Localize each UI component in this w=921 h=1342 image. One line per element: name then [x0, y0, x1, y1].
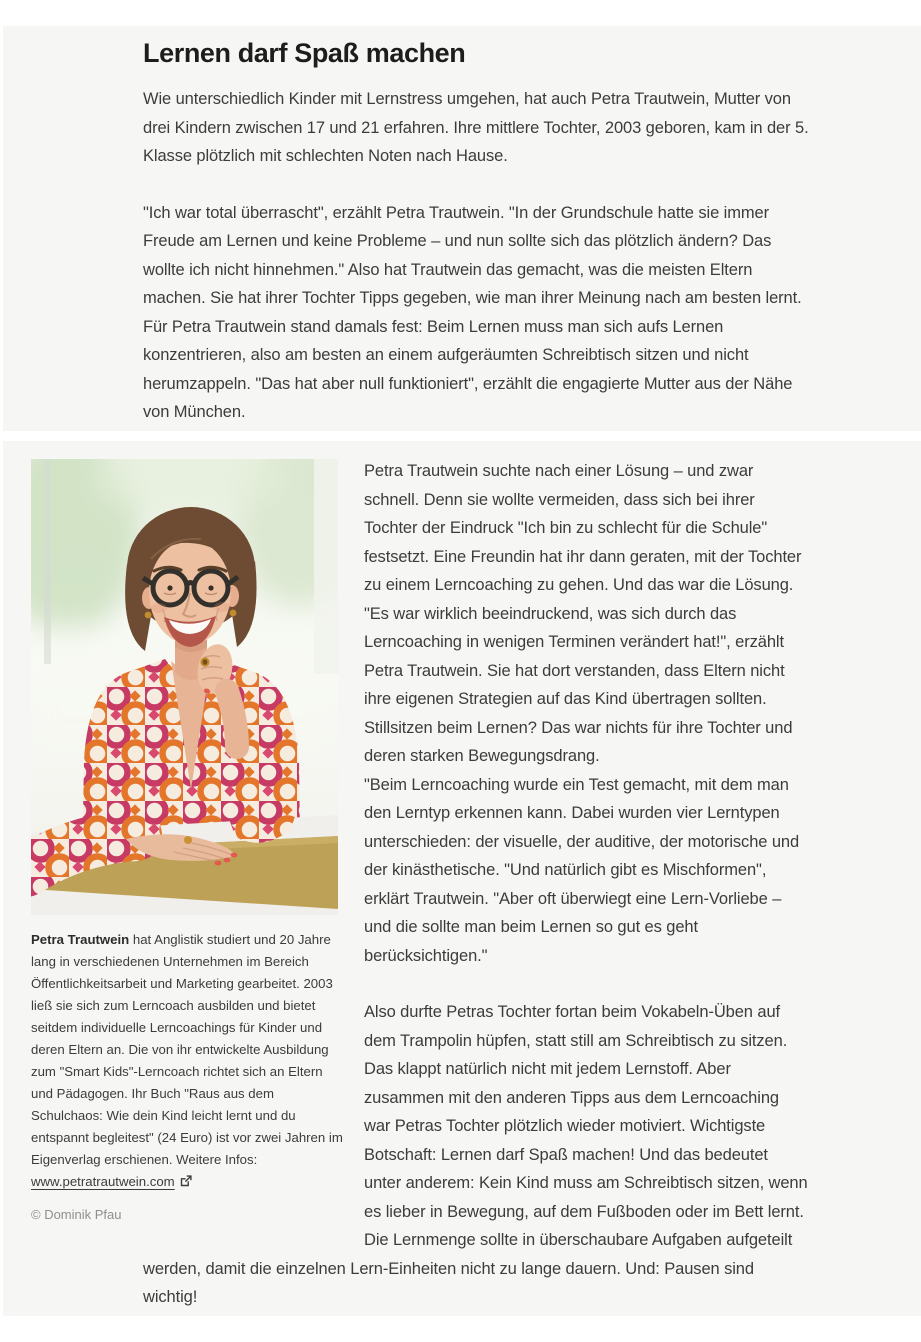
intro-paragraph: Wie unterschiedlich Kinder mit Lernstress umgehen, hat auch Petra Trautwein, Mutter von drei Kindern zwischen 17 und 21 erfahren. Ihre mittlere Tochter, 2003 geboren, kam in der 5. Klasse plötzlich mit schlechten Noten nach Hause. [143, 90, 809, 165]
intro-section [3, 26, 921, 431]
body-paragraph: Also durfte Petras Tochter fortan beim Vokabeln-Üben auf dem Trampolin hüpfen, statt still am Schreibtisch zu sitzen. Das klappt natürlich nicht mit jedem Lernstoff. Aber zusammen mit den anderen Tipps aus dem Lerncoaching war Petras Tochter plötzlich wieder motiviert. Wichtigste Botschaft: Lernen darf Spaß machen! Und das bedeutet unter anderem: Kein Kind muss am Schreibtisch sitzen, wenn es lieber in Bewegung, auf dem Fußboden oder im Bett lernt. Die Lernmenge sollte in überschaubare Aufgaben aufgeteilt werden, damit die einzelnen Lern-Einheiten nicht zu lange dauern. Und: Pausen sind wichtig! [143, 1003, 808, 1306]
caption-person-name: Petra Trautwein [31, 932, 130, 947]
profile-figure [31, 459, 343, 1222]
intro-paragraph: "Ich war total überrascht", erzählt Petra Trautwein. "In der Grundschule hatte sie immer Freude am Lernen und keine Probleme – und nun sollte sich das plötzlich ändern? Das wollte ich nicht hinnehmen." Also hat Trautwein das gemacht, was die meisten Eltern machen. Sie hat ihrer Tochter Tipps gegeben, wie man ihrer Meinung nach am besten lernt. Für Petra Trautwein stand damals fest: Beim Lernen muss man sich aufs Lernen konzentrieren, also am besten an einem aufgeräumten Schreibtisch sitzen und nicht herumzappeln. "Das hat aber null funktioniert", erzählt die engagierte Mutter aus der Nähe von München. [143, 203, 802, 421]
body-paragraph-part: Petra Trautwein suchte nach einer Lösung – und zwar schnell. Denn sie wollte vermeiden, dass sich bei ihrer Tochter der Eindruck "Ich bin zu schlecht für die Schule" festsetzt. Eine Freundin hat ihr dann geraten, mit der Tochter zu einem Lerncoaching zu gehen. Und das war die Lösung. "Es war wirklich beeindruckend, was sich durch das Lerncoaching in wenigen Terminen verändert hat!", erzählt Petra Trautwein. Sie hat dort verstanden, dass Eltern nicht ihre eigenen Strategien auf das Kind übertragen sollten. Stillsitzen beim Lernen? Das war nichts für ihre Tochter und deren starken Bewegungsdrang. [364, 462, 802, 765]
photo-credit: © Dominik Pfau [31, 1207, 122, 1222]
caption-text: hat Anglistik studiert und 20 Jahre lang in verschiedenen Unternehmen im Bereich Öffentlichkeitsarbeit und Marketing gearbeitet. 2003 ließ sie sich zum Lerncoach ausbilden und bietet seitdem individuelle Lerncoachings für Kinder und deren Eltern an. Die von ihr entwickelte Ausbildung zum "Smart Kids"-Lerncoach richtet sich an Eltern und Pädagogen. Ihr Buch "Raus aus dem Schulchaos: Wie dein Kind leicht lernt und du entspannt begleitest" (24 Euro) ist vor zwei Jahren im Eigenverlag erschienen. Weitere Infos: [31, 932, 343, 1167]
portrait-photo [31, 459, 338, 915]
page-title: Lernen darf Spaß machen [143, 38, 466, 68]
body-paragraph-part: "Beim Lerncoaching wurde ein Test gemacht, mit dem man den Lerntyp erkennen kann. Dabei wurden vier Lerntypen unterschieden: der visuelle, der auditive, der motorische und der kinästhetische. "Und natürlich gibt es Mischformen", erklärt Trautwein. "Aber oft überwiegt eine Lern-Vorliebe – und die sollte man beim Lernen so gut es geht berücksichtigen." [364, 775, 800, 965]
external-link-icon [180, 1175, 192, 1187]
website-link[interactable]: www.petratrautwein.com [31, 1174, 175, 1189]
photo-caption [31, 929, 343, 1193]
main-section [3, 441, 921, 1316]
